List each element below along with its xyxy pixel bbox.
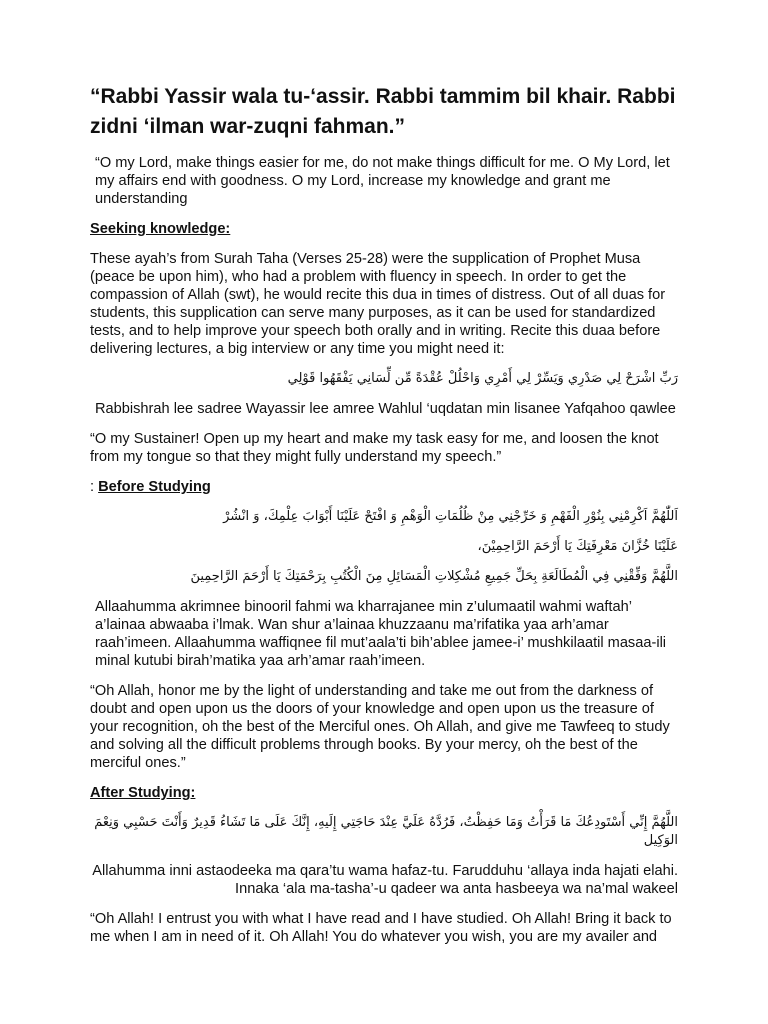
after-studying-heading-line (90, 784, 678, 802)
intro-translation: “O my Lord, make things easier for me, do not make things difficult for me. O My Lord, let my affairs end with goodness. O my Lord, increase my knowledge and grant me understanding (95, 155, 670, 207)
after-studying-transliteration-line-1: Allahumma inni astaodeeka ma qara’tu wama hafaz-tu. Farudduhu ‘allaya inda hajati elahi. (92, 863, 678, 879)
after-studying-transliteration-line-2: Innaka ‘ala ma-tasha’-u qadeer wa anta hasbeeya wa na’mal wakeel (235, 881, 678, 897)
musa-dua-translation: “O my Sustainer! Open up my heart and make my task easy for me, and loosen the knot from my tongue so that they might fully understand my speech.” (90, 431, 659, 465)
seeking-knowledge-heading-line (90, 220, 678, 238)
before-studying-arabic-line-1: اَللّٰهُمَّ اَكْرِمْنِي بِنُوْرِ الْفَهْمِ وَ خَرِّجْنِي مِنْ ظُلُمَاتِ الْوَهْمِ وَ افْتَحْ عَلَيْنَا أَبْوَابَ عِلْمِكَ، وَ انْشُرْ (223, 509, 678, 524)
before-studying-arabic-line-3: اللَّهُمَّ وَفِّقْنِي فِي الْمُطَالَعَةِ بِحَلِّ جَمِيعِ مُشْكِلاتِ الْمَسَائِلِ مِنَ الْكُتُبِ بِرَحْمَتِكَ يَا أَرْحَمَ الرَّاحِمِينَ (190, 569, 678, 584)
seeking-knowledge-heading: Seeking knowledge: (90, 221, 231, 237)
after-studying-translation: “Oh Allah! I entrust you with what I have read and I have studied. Oh Allah! Bring it back to me when I am in need of it. Oh Allah! You do whatever you wish, you are my availer and (90, 911, 672, 945)
after-studying-heading: After Studying: (90, 785, 196, 801)
before-studying-heading-line (90, 478, 678, 496)
before-studying-translation: “Oh Allah, honor me by the light of understanding and take me out from the darkness of doubt and open upon us the doors of your knowledge and open upon us the treasure of your recognition, oh the best of the Merciful ones. Oh Allah, and give me Tawfeeq to study and solving all the difficult problems through books. By your mercy, oh the best of the merciful ones.” (90, 683, 670, 771)
before-studying-heading: Before Studying (98, 479, 211, 495)
musa-dua-arabic: رَبِّ اشْرَحْ لِي صَدْرِي وَيَسِّرْ لِي أَمْرِي وَاحْلُلْ عُقْدَةً مِّن لِّسَانِي يَفْقَهُوا قَوْلِي (287, 371, 678, 386)
page-title: “Rabbi Yassir wala tu-‘assir. Rabbi tammim bil khair. Rabbi zidni ‘ilman war-zuqni fahman.” (90, 85, 676, 138)
before-studying-arabic-line-2: عَلَيْنَا خُزَّانَ مَعْرِفَتِكَ يَا أَرْحَمَ الرَّاحِمِيْنَ، (477, 539, 678, 554)
musa-dua-transliteration: Rabbishrah lee sadree Wayassir lee amree Wahlul ‘uqdatan min lisanee Yafqahoo qawlee (95, 401, 676, 417)
before-studying-transliteration: Allaahumma akrimnee binooril fahmi wa kharrajanee min z’ulumaatil wahmi waftah’ a’lainaa abwaaba i’lmak. Wan shur a’lainaa khuzzaanu ma’rifatika yaa arh’amar raah’imeen. Allaahumma waffiqnee fil mut’aala’ti bih’ablee jamee-i’ mushkilaatil masaa-ili minal kutubi birah’matika yaa arh’amar raah’imeen. (95, 599, 667, 669)
after-studying-arabic: اللَّهُمَّ إِنِّي أَسْتَودِعُكَ مَا قَرَأْتُ وَمَا حَفِظْتُ، فَرُدَّهُ عَلَيَّ عِنْدَ حَاجَتِي إِلَيهِ، إِنَّكَ عَلَى مَا تَشَاءُ قَدِيرٌ وَأَنْتَ حَسْبِي وَنِعْمَ الوَكِيل (94, 815, 678, 848)
seeking-knowledge-paragraph: These ayah’s from Surah Taha (Verses 25-28) were the supplication of Prophet Musa (peace be upon him), who had a problem with fluency in speech. In order to get the compassion of Allah (swt), he would recite this dua in times of distress. Out of all duas for students, this supplication can serve many purposes, as it can be used for standardized tests, and to help improve your speech both orally and in writing. Recite this duaa before delivering lectures, a big interview or any time you might need it: (90, 251, 666, 357)
before-studying-prefix: : (90, 479, 99, 495)
